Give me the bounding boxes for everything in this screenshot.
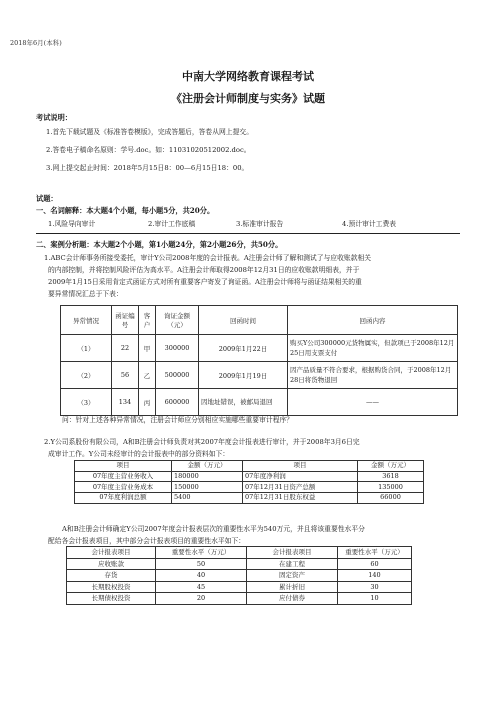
table-cell: 45	[156, 581, 247, 593]
table-header-row	[61, 306, 458, 335]
table-cell: 300000	[156, 335, 199, 362]
table-cell: 56	[112, 362, 139, 389]
table-cell: （2）	[61, 362, 112, 389]
table-cell: 应收账款	[67, 558, 156, 570]
table-cell: 150000	[172, 482, 243, 493]
table-header-cell: 异常情况	[61, 306, 112, 335]
table-cell: 存货	[67, 570, 156, 582]
table-header-cell: 回函时间	[199, 306, 288, 335]
instruction-item: 1.首先下载试题及《标准答卷模版》，完成答题后，答卷从网上提交。	[46, 128, 253, 136]
course-title: 《注册会计师制度与实务》试题	[171, 92, 325, 105]
table-cell: 134	[112, 389, 139, 416]
table-header-cell: 回函内容	[288, 306, 458, 335]
table-row	[67, 581, 412, 593]
table-cell: 因产品质量不符合要求，根据购货合同，于2008年12月28日将货物退回	[288, 362, 458, 389]
q1-question: 问：针对上述各种异常情况，注册会计师应分别相应实施哪些重要审计程序？	[62, 416, 294, 424]
table-cell: 07年12月31日资产总额	[243, 482, 358, 493]
table-cell: 60	[338, 558, 412, 570]
table-cell: 140	[338, 570, 412, 582]
table-header-cell: 金额（万元）	[172, 461, 243, 472]
table-row	[67, 593, 412, 605]
table-cell: 在建工程	[247, 558, 338, 570]
table-cell: 2009年1月19日	[199, 362, 288, 389]
table-cell: 180000	[172, 471, 243, 482]
q2-text-line: A和B注册会计师确定Y公司2007年度会计报表层次的重要性水平为540万元，并且将该重要性水平分	[62, 525, 365, 533]
table-header-cell: 重要性水平（万元）	[156, 547, 247, 559]
table-row	[67, 558, 412, 570]
table-cell: 长期股权投资	[67, 581, 156, 593]
table-cell: 长期债权投资	[67, 593, 156, 605]
term-4: 4.预计审计工费表	[342, 220, 397, 228]
table-cell: 甲	[139, 335, 156, 362]
table-header-cell: 项目	[243, 461, 358, 472]
table-cell: 10	[338, 593, 412, 605]
table-header-cell: 重要性水平（万元）	[338, 547, 412, 559]
term-3: 3.标准审计报告	[236, 220, 284, 228]
table-cell: 应付债券	[247, 593, 338, 605]
table-cell: 07年度利润总额	[75, 493, 172, 504]
table-cell: 500000	[156, 362, 199, 389]
table-cell: （3）	[61, 389, 112, 416]
confirmation-table	[60, 305, 458, 416]
q2-text-line: 成审计工作。Y公司未经审计的会计报表中的部分资料如下：	[48, 450, 230, 458]
table-cell: 丙	[139, 389, 156, 416]
term-2: 2.审计工作底稿	[148, 220, 196, 228]
table-header-cell: 客户	[139, 306, 156, 335]
table-header-row	[67, 547, 412, 559]
table-cell: 固定资产	[247, 570, 338, 582]
table-cell: 40	[156, 570, 247, 582]
instruction-item: 2.答卷电子稿命名原则：学号.doc。如：11031020512002.doc。	[46, 146, 251, 154]
table-row	[67, 570, 412, 582]
financial-data-table	[74, 460, 424, 504]
instruction-item: 3.网上提交起止时间：2018年5月15日8：00—6月15日18：00。	[46, 164, 249, 172]
table-cell: 购买Y公司300000元货物属实，但款项已于2008年12月25日用支票支付	[288, 335, 458, 362]
table-header-cell: 金额（万元）	[358, 461, 424, 472]
table-cell: 30	[338, 581, 412, 593]
table-header-cell: 函证编号	[112, 306, 139, 335]
table-cell: 07年12月31日股东权益	[243, 493, 358, 504]
table-cell: 乙	[139, 362, 156, 389]
exam-title: 中南大学网络教育课程考试	[182, 70, 314, 83]
table-cell: 22	[112, 335, 139, 362]
table-cell: 07年度主营业务收入	[75, 471, 172, 482]
q1-text-line: 1.ABC会计师事务所接受委托，审计Y公司2008年度的会计报表。A注册会计师了解和测试了与应收账款相关	[44, 254, 372, 262]
table-cell: 07年度净利润	[243, 471, 358, 482]
table-row	[61, 335, 458, 362]
part2-heading: 二、案例分析题：本大题2个小题，第1小题24分，第2小题26分，共50分。	[36, 240, 283, 249]
table-cell: 因地址错误，被邮局退回	[199, 389, 288, 416]
table-row	[75, 493, 424, 504]
table-header-cell: 询证金额（元）	[156, 306, 199, 335]
q2-text-line: 配给各会计报表项目，其中部分会计报表项目的重要性水平如下：	[48, 537, 246, 545]
table-cell: 2009年1月22日	[199, 335, 288, 362]
part1-heading: 一、名词解释：本大题4个小题，每小题5分，共20分。	[36, 206, 215, 215]
table-cell: 135000	[358, 482, 424, 493]
instructions-heading: 考试说明：	[36, 113, 72, 122]
q1-text-line: 要异常情况汇总于下表：	[48, 290, 123, 298]
table-header-row	[75, 461, 424, 472]
materiality-table	[66, 546, 412, 605]
table-header-cell: 会计报表项目	[67, 547, 156, 559]
q1-text-line: 2009年1月15日采用肯定式函证方式对所有重要客户寄发了询证函。A注册会计师将与函证结果相关的重	[48, 278, 362, 286]
table-cell: 66000	[358, 493, 424, 504]
table-row	[61, 362, 458, 389]
table-cell: 累计折旧	[247, 581, 338, 593]
table-cell: 20	[156, 593, 247, 605]
q1-text-line: 的内部控制，并将控制风险评估为高水平。A注册会计师取得2008年12月31日的应收账款明细表，并于	[48, 266, 360, 274]
q2-text-line: 2.Y公司系股份有限公司，A和B注册会计师负责对其2007年度会计报表进行审计，并于2008年3月6日完	[44, 438, 360, 446]
section-title: 试题：	[36, 194, 58, 203]
table-cell: （1）	[61, 335, 112, 362]
table-header-cell: 项目	[75, 461, 172, 472]
table-row	[75, 482, 424, 493]
table-row	[75, 471, 424, 482]
table-cell: 600000	[156, 389, 199, 416]
table-row	[61, 389, 458, 416]
term-1: 1.风险导向审计	[48, 220, 96, 228]
divider	[36, 233, 460, 234]
table-cell: 5400	[172, 493, 243, 504]
table-cell: 3618	[358, 471, 424, 482]
table-header-cell: 会计报表项目	[247, 547, 338, 559]
table-cell: 07年度主营业务成本	[75, 482, 172, 493]
page-header: 2018年6月(本科)	[10, 39, 62, 47]
table-cell: 50	[156, 558, 247, 570]
table-cell: ——	[288, 389, 458, 416]
